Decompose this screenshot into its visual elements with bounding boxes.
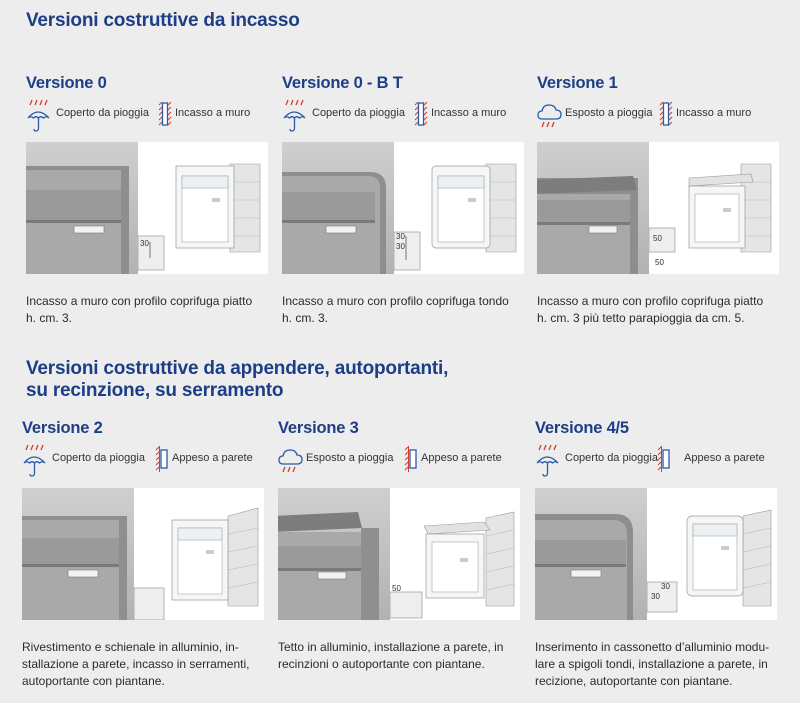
technical-drawing: [649, 142, 779, 274]
dimension-label: 50: [653, 234, 662, 243]
weather-indicator: [535, 444, 658, 478]
technical-drawing: [647, 488, 777, 620]
technical-drawing: [390, 488, 520, 620]
weather-indicator: [537, 99, 653, 133]
mount-label: Incasso a muro: [431, 107, 507, 119]
mount-label: Incasso a muro: [175, 107, 251, 119]
description-line: stallazione a parete, incasso in serramenti,: [22, 657, 250, 671]
wall-mount-drawing: [134, 488, 264, 620]
icons-row: [537, 99, 779, 133]
umbrella-icon: [22, 444, 48, 478]
technical-drawing: [134, 488, 264, 620]
description-line: Tetto in alluminio, installazione a parete, in: [278, 640, 504, 654]
description-line: h. cm. 3.: [282, 311, 329, 325]
version-description: [282, 293, 532, 327]
mailbox-photo-wall-hung: [22, 488, 134, 620]
version-card-0: [26, 73, 268, 133]
version-description: [278, 639, 528, 673]
version-card-4-5: [535, 418, 777, 478]
cloud-rain-icon: [278, 444, 304, 478]
wall-recessed-icon: [158, 99, 172, 133]
wall-recessed-icon: [414, 99, 428, 133]
weather-indicator: [22, 444, 145, 478]
description-line: h. cm. 3.: [26, 311, 73, 325]
mount-indicator: [659, 99, 752, 133]
wall-mount-drawing: [138, 142, 268, 274]
section-title-line2: su recinzione, su serramento: [26, 380, 284, 401]
mount-indicator: [155, 444, 253, 478]
mount-indicator: [657, 444, 765, 478]
cloud-rain-icon: [537, 99, 563, 133]
mount-label: Appeso a parete: [684, 452, 765, 464]
version-description: [26, 293, 276, 327]
mailbox-photo-with-roof: [537, 142, 649, 274]
version-title: Versione 0: [26, 74, 107, 92]
weather-label: Coperto da pioggia: [52, 452, 145, 464]
weather-label: Coperto da pioggia: [565, 452, 658, 464]
technical-drawing: [138, 142, 268, 274]
description-line: Inserimento in cassonetto d’alluminio modu-: [535, 640, 770, 654]
description-line: Rivestimento e schienale in alluminio, in-: [22, 640, 239, 654]
description-line: recinzioni o autoportante con piantane.: [278, 657, 485, 671]
product-photo: [535, 488, 647, 620]
mount-label: Incasso a muro: [676, 107, 752, 119]
dimension-label: 30: [140, 239, 149, 248]
product-photo: [26, 142, 138, 274]
description-line: h. cm. 3 più tetto parapioggia da cm. 5.: [537, 311, 745, 325]
section-title-appendere: [26, 358, 448, 402]
mount-indicator: [404, 444, 502, 478]
weather-label: Esposto a pioggia: [306, 452, 394, 464]
mailbox-photo-flat-frame: [26, 142, 138, 274]
version-card-0-bt: [282, 73, 524, 133]
mount-label: Appeso a parete: [172, 452, 253, 464]
product-photo: [22, 488, 134, 620]
version-description: [537, 293, 787, 327]
dimension-label: 50: [655, 258, 664, 267]
section-title-line1: Versioni costruttive da appendere, autoportanti,: [26, 358, 449, 379]
mailbox-photo-rounded-case: [535, 488, 647, 620]
weather-indicator: [282, 99, 405, 133]
mount-label: Appeso a parete: [421, 452, 502, 464]
description-line: lare a spigoli tondi, installazione a parete, in: [535, 657, 768, 671]
dimension-label: 50: [392, 584, 401, 593]
icons-row: [535, 444, 777, 478]
icons-row: [278, 444, 520, 478]
mailbox-photo-round-frame: [282, 142, 394, 274]
dimension-label: 30: [396, 242, 405, 251]
weather-label: Coperto da pioggia: [56, 107, 149, 119]
weather-indicator: [278, 444, 394, 478]
dimension-label: 30: [396, 232, 405, 241]
wall-hung-icon: [404, 444, 418, 478]
wall-hung-icon: [657, 444, 671, 478]
description-line: Incasso a muro con profilo coprifuga piatto: [26, 294, 253, 308]
description-line: autoportante con piantane.: [22, 674, 165, 688]
icons-row: [26, 99, 268, 133]
description-line: Incasso a muro con profilo coprifuga piatto: [537, 294, 764, 308]
product-photos-0-bt: [282, 142, 524, 274]
mount-indicator: [414, 99, 507, 133]
mailbox-photo-roof-top: [278, 488, 390, 620]
weather-label: Coperto da pioggia: [312, 107, 405, 119]
version-title: Versione 1: [537, 74, 618, 92]
description-line: recizione, autoportante con piantane.: [535, 674, 733, 688]
umbrella-icon: [535, 444, 561, 478]
wall-recessed-icon: [659, 99, 673, 133]
mount-indicator: [158, 99, 251, 133]
icons-row: [282, 99, 524, 133]
description-line: Incasso a muro con profilo coprifuga tondo: [282, 294, 509, 308]
product-photo: [282, 142, 394, 274]
dimension-label: 30: [661, 582, 670, 591]
icons-row: [22, 444, 264, 478]
product-photos-2: [22, 488, 264, 620]
weather-label: Esposto a pioggia: [565, 107, 653, 119]
version-card-2: [22, 418, 264, 478]
dimension-label: 30: [651, 592, 660, 601]
product-photos-3: [278, 488, 520, 620]
version-title: Versione 2: [22, 419, 103, 437]
version-description: [535, 639, 785, 690]
wall-mount-drawing: [394, 142, 524, 274]
product-photos-4-5: [535, 488, 777, 620]
wall-mount-drawing: [647, 488, 777, 620]
technical-drawing: [394, 142, 524, 274]
wall-hung-icon: [155, 444, 169, 478]
version-title: Versione 3: [278, 419, 359, 437]
umbrella-icon: [26, 99, 52, 133]
version-title: Versione 4/5: [535, 419, 629, 437]
section-title-incasso: Versioni costruttive da incasso: [26, 10, 300, 31]
weather-indicator: [26, 99, 149, 133]
product-photos-1: [537, 142, 779, 274]
version-description: [22, 639, 272, 690]
wall-mount-drawing: [649, 142, 779, 274]
wall-mount-drawing: [390, 488, 520, 620]
version-card-3: [278, 418, 520, 478]
product-photos-0: [26, 142, 268, 274]
version-card-1: [537, 73, 779, 133]
product-photo: [278, 488, 390, 620]
umbrella-icon: [282, 99, 308, 133]
version-title: Versione 0 - B T: [282, 74, 403, 92]
product-photo: [537, 142, 649, 274]
